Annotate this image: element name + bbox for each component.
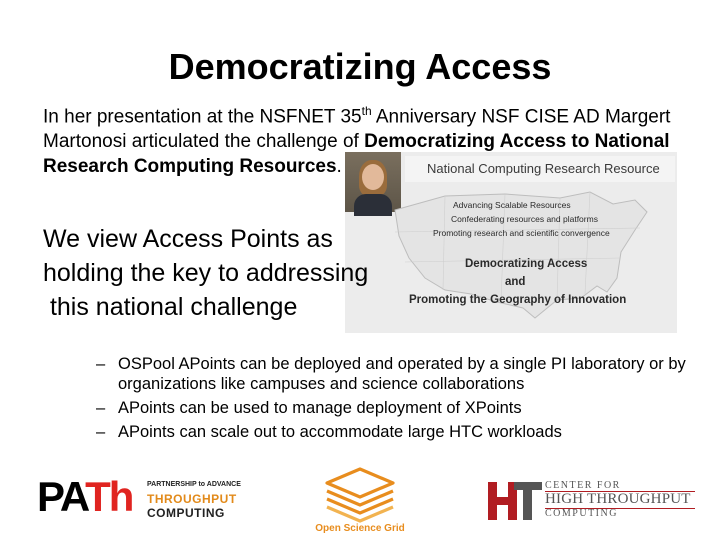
bullet-item xyxy=(96,422,696,442)
bullet-text: APoints can scale out to accommodate large HTC workloads xyxy=(118,423,562,441)
bullet-text: OSPool APoints can be deployed and operated by a single PI laboratory or by organizations like campuses and science collaborations xyxy=(118,355,686,393)
bullet-item xyxy=(96,354,696,394)
osg-logo xyxy=(305,465,415,540)
ncrr-item-3: Promoting research and scientific convergence xyxy=(433,228,610,238)
path-logo-line-2: THROUGHPUT xyxy=(147,492,237,506)
access-points-statement xyxy=(43,222,388,324)
bullet-marker: – xyxy=(96,423,106,441)
htc-monogram-icon xyxy=(488,480,542,522)
path-logo-mark: PATh xyxy=(37,473,133,520)
ncrr-democratizing-access: Democratizing Access xyxy=(465,258,588,270)
bullet-list xyxy=(96,354,696,446)
statement-line-2: holding the key to addressing xyxy=(43,259,369,287)
bullet-item xyxy=(96,398,696,418)
path-logo xyxy=(37,473,267,520)
bullet-text: APoints can be used to manage deployment of XPoints xyxy=(118,399,522,417)
path-logo-line-3: COMPUTING xyxy=(147,506,225,520)
htc-logo-line-2: HIGH THROUGHPUT xyxy=(545,491,691,507)
path-logo-line-1: PARTNERSHIP to ADVANCE xyxy=(147,481,241,488)
intro-text-2: Anniversary NSF CISE AD Margert Martonosi articulated the challenge of xyxy=(43,106,671,153)
htc-logo xyxy=(488,480,703,522)
bullet-marker: – xyxy=(96,355,106,373)
bullet-marker: – xyxy=(96,399,106,417)
statement-line-1: We view Access Points as xyxy=(43,225,333,253)
osg-logo-label: Open Science Grid xyxy=(315,523,405,534)
intro-superscript: th xyxy=(361,104,372,118)
intro-emphasis: Democratizing Access to National Research Computing Resources xyxy=(43,131,670,178)
ncrr-geography-of-innovation: Promoting the Geography of Innovation xyxy=(409,294,627,306)
statement-line-3: this national challenge xyxy=(43,293,298,321)
ncrr-presentation-image xyxy=(345,152,677,333)
slide-title: Democratizing Access xyxy=(168,46,552,87)
intro-text-1: In her presentation at the NSFNET 35 xyxy=(43,106,362,128)
ncrr-item-1: Advancing Scalable Resources xyxy=(453,200,571,210)
ncrr-item-2: Confederating resources and platforms xyxy=(451,214,598,224)
ncrr-and: and xyxy=(505,276,526,288)
intro-text-3: . xyxy=(336,156,342,178)
htc-logo-line-3: COMPUTING xyxy=(545,508,618,519)
ncrr-banner: National Computing Research Resource xyxy=(405,156,675,182)
osg-layers-icon xyxy=(305,465,415,523)
htc-logo-line-1: CENTER FOR xyxy=(545,480,621,491)
